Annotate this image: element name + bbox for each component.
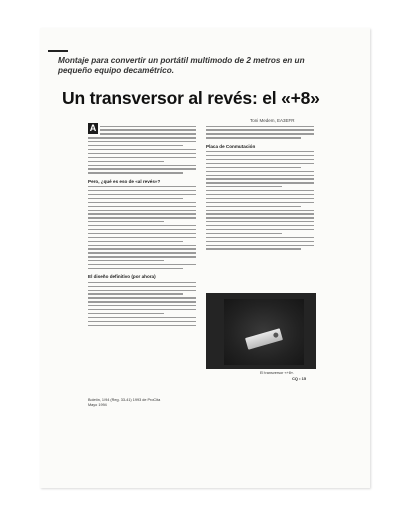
section-head: Placa de Conmutación: [206, 143, 256, 149]
page-number: CQ • 15: [292, 376, 307, 381]
photo-caption: El transversor «+8».: [260, 371, 295, 375]
footer-publication: Boletín, 1/94 (Reg. 33-41) 1993 de ProCita: [88, 398, 161, 402]
article-kicker: Montaje para convertir un portátil multimodo de 2 metros en un pequeño equipo decamétrico.: [58, 56, 305, 75]
drop-cap: A: [89, 123, 97, 133]
left-column: [88, 123, 196, 328]
section-head: Pero, ¿qué es eso de «al revés»?: [88, 178, 161, 184]
section-head: El diseño definitivo (por ahora): [88, 274, 156, 280]
footer-date: Mayo 1994: [88, 403, 107, 407]
right-column: [206, 123, 314, 252]
article-headline: Un transversor al revés: el «+8»: [62, 88, 320, 108]
header-rule: [48, 50, 68, 52]
page-footer: [88, 398, 160, 408]
article-byline: Toni Medem, EA3EFR: [250, 118, 295, 123]
transverter-photo: [206, 293, 316, 369]
